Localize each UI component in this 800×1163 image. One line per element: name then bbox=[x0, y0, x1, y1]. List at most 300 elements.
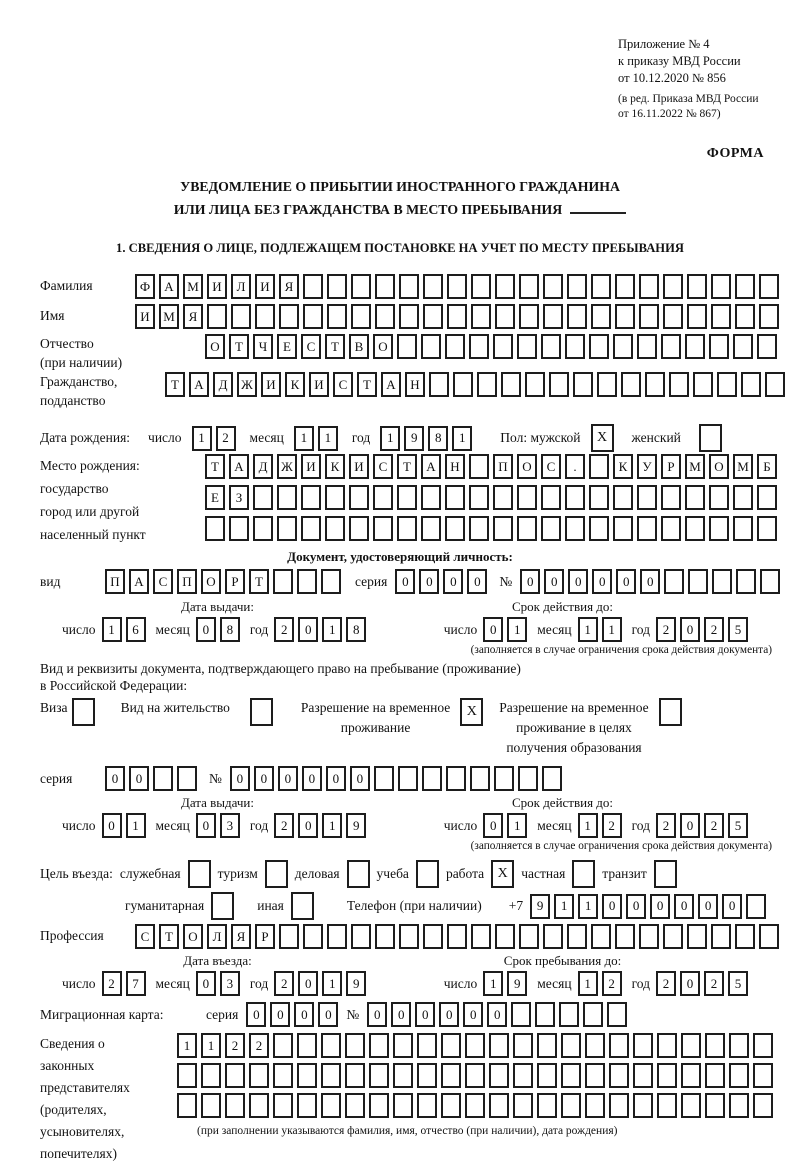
char-cell[interactable] bbox=[495, 924, 515, 949]
char-cell[interactable]: Р bbox=[255, 924, 275, 949]
char-cell[interactable] bbox=[663, 304, 683, 329]
char-cell[interactable] bbox=[729, 1093, 749, 1118]
char-cell[interactable]: 1 bbox=[322, 617, 342, 642]
char-cell[interactable]: 2 bbox=[102, 971, 122, 996]
char-cell[interactable] bbox=[589, 516, 609, 541]
char-cell[interactable] bbox=[613, 485, 633, 510]
char-cell[interactable] bbox=[325, 485, 345, 510]
purpose-study-checkbox[interactable] bbox=[416, 860, 439, 888]
char-cell[interactable] bbox=[589, 334, 609, 359]
char-cell[interactable]: 1 bbox=[578, 617, 598, 642]
char-cell[interactable]: И bbox=[301, 454, 321, 479]
char-cell[interactable] bbox=[201, 1063, 221, 1088]
char-cell[interactable] bbox=[375, 924, 395, 949]
char-cell[interactable]: 0 bbox=[391, 1002, 411, 1027]
char-cell[interactable] bbox=[327, 304, 347, 329]
char-cell[interactable]: Д bbox=[253, 454, 273, 479]
char-cell[interactable]: И bbox=[207, 274, 227, 299]
char-cell[interactable] bbox=[297, 1033, 317, 1058]
char-cell[interactable]: Н bbox=[445, 454, 465, 479]
char-cell[interactable] bbox=[518, 766, 538, 791]
char-cell[interactable] bbox=[757, 516, 777, 541]
char-cell[interactable] bbox=[661, 516, 681, 541]
char-cell[interactable] bbox=[664, 569, 684, 594]
purpose-other-checkbox[interactable] bbox=[291, 892, 314, 920]
char-cell[interactable] bbox=[441, 1033, 461, 1058]
char-cell[interactable] bbox=[373, 516, 393, 541]
char-cell[interactable] bbox=[417, 1033, 437, 1058]
char-cell[interactable] bbox=[429, 372, 449, 397]
char-cell[interactable]: 2 bbox=[249, 1033, 269, 1058]
char-cell[interactable] bbox=[561, 1033, 581, 1058]
char-cell[interactable]: 0 bbox=[680, 971, 700, 996]
char-cell[interactable]: Т bbox=[229, 334, 249, 359]
char-cell[interactable]: С bbox=[153, 569, 173, 594]
purpose-official-checkbox[interactable] bbox=[188, 860, 211, 888]
char-cell[interactable] bbox=[349, 516, 369, 541]
char-cell[interactable]: Я bbox=[183, 304, 203, 329]
char-cell[interactable] bbox=[685, 334, 705, 359]
char-cell[interactable] bbox=[513, 1093, 533, 1118]
char-cell[interactable] bbox=[423, 924, 443, 949]
char-cell[interactable] bbox=[688, 569, 708, 594]
char-cell[interactable]: 0 bbox=[105, 766, 125, 791]
char-cell[interactable] bbox=[542, 766, 562, 791]
char-cell[interactable] bbox=[517, 516, 537, 541]
char-cell[interactable] bbox=[567, 274, 587, 299]
char-cell[interactable]: Н bbox=[405, 372, 425, 397]
char-cell[interactable] bbox=[657, 1033, 677, 1058]
char-cell[interactable] bbox=[687, 924, 707, 949]
char-cell[interactable]: 1 bbox=[452, 426, 472, 451]
char-cell[interactable] bbox=[705, 1093, 725, 1118]
char-cell[interactable] bbox=[613, 516, 633, 541]
char-cell[interactable] bbox=[423, 274, 443, 299]
char-cell[interactable]: 5 bbox=[728, 617, 748, 642]
char-cell[interactable] bbox=[471, 924, 491, 949]
char-cell[interactable] bbox=[645, 372, 665, 397]
char-cell[interactable]: 1 bbox=[507, 813, 527, 838]
char-cell[interactable] bbox=[511, 1002, 531, 1027]
char-cell[interactable]: П bbox=[177, 569, 197, 594]
char-cell[interactable] bbox=[741, 372, 761, 397]
char-cell[interactable]: 0 bbox=[463, 1002, 483, 1027]
char-cell[interactable]: Т bbox=[357, 372, 377, 397]
char-cell[interactable] bbox=[561, 1063, 581, 1088]
char-cell[interactable] bbox=[765, 372, 785, 397]
char-cell[interactable] bbox=[422, 766, 442, 791]
char-cell[interactable] bbox=[615, 304, 635, 329]
char-cell[interactable]: Я bbox=[231, 924, 251, 949]
char-cell[interactable] bbox=[177, 1063, 197, 1088]
char-cell[interactable] bbox=[374, 766, 394, 791]
char-cell[interactable] bbox=[717, 372, 737, 397]
char-cell[interactable]: 9 bbox=[404, 426, 424, 451]
char-cell[interactable] bbox=[519, 304, 539, 329]
char-cell[interactable] bbox=[633, 1033, 653, 1058]
char-cell[interactable] bbox=[325, 516, 345, 541]
char-cell[interactable]: 0 bbox=[129, 766, 149, 791]
char-cell[interactable]: О bbox=[201, 569, 221, 594]
char-cell[interactable] bbox=[669, 372, 689, 397]
char-cell[interactable]: И bbox=[349, 454, 369, 479]
char-cell[interactable] bbox=[567, 304, 587, 329]
char-cell[interactable] bbox=[729, 1063, 749, 1088]
char-cell[interactable] bbox=[559, 1002, 579, 1027]
char-cell[interactable]: К bbox=[325, 454, 345, 479]
char-cell[interactable] bbox=[541, 334, 561, 359]
char-cell[interactable]: П bbox=[493, 454, 513, 479]
char-cell[interactable] bbox=[279, 304, 299, 329]
char-cell[interactable] bbox=[549, 372, 569, 397]
char-cell[interactable] bbox=[609, 1093, 629, 1118]
char-cell[interactable]: 2 bbox=[656, 971, 676, 996]
char-cell[interactable] bbox=[735, 304, 755, 329]
char-cell[interactable] bbox=[229, 516, 249, 541]
char-cell[interactable] bbox=[607, 1002, 627, 1027]
char-cell[interactable]: Ж bbox=[237, 372, 257, 397]
char-cell[interactable] bbox=[351, 274, 371, 299]
char-cell[interactable]: М bbox=[733, 454, 753, 479]
char-cell[interactable] bbox=[663, 274, 683, 299]
char-cell[interactable] bbox=[495, 304, 515, 329]
char-cell[interactable] bbox=[639, 304, 659, 329]
char-cell[interactable] bbox=[469, 516, 489, 541]
char-cell[interactable] bbox=[345, 1033, 365, 1058]
char-cell[interactable]: 0 bbox=[326, 766, 346, 791]
char-cell[interactable] bbox=[621, 372, 641, 397]
char-cell[interactable] bbox=[445, 485, 465, 510]
char-cell[interactable] bbox=[591, 304, 611, 329]
visa-checkbox[interactable] bbox=[72, 698, 95, 726]
char-cell[interactable] bbox=[255, 304, 275, 329]
char-cell[interactable] bbox=[712, 569, 732, 594]
char-cell[interactable]: 1 bbox=[578, 894, 598, 919]
char-cell[interactable]: 9 bbox=[530, 894, 550, 919]
char-cell[interactable] bbox=[613, 334, 633, 359]
char-cell[interactable]: 0 bbox=[196, 813, 216, 838]
char-cell[interactable] bbox=[760, 569, 780, 594]
char-cell[interactable]: 5 bbox=[728, 971, 748, 996]
char-cell[interactable] bbox=[637, 334, 657, 359]
char-cell[interactable]: 9 bbox=[346, 971, 366, 996]
char-cell[interactable]: 0 bbox=[367, 1002, 387, 1027]
char-cell[interactable] bbox=[757, 485, 777, 510]
char-cell[interactable] bbox=[297, 1063, 317, 1088]
char-cell[interactable]: 0 bbox=[616, 569, 636, 594]
char-cell[interactable] bbox=[273, 569, 293, 594]
char-cell[interactable]: 0 bbox=[278, 766, 298, 791]
char-cell[interactable]: 1 bbox=[177, 1033, 197, 1058]
char-cell[interactable]: 2 bbox=[704, 813, 724, 838]
char-cell[interactable] bbox=[421, 516, 441, 541]
char-cell[interactable]: 1 bbox=[318, 426, 338, 451]
char-cell[interactable] bbox=[397, 334, 417, 359]
char-cell[interactable] bbox=[321, 1093, 341, 1118]
char-cell[interactable]: С bbox=[301, 334, 321, 359]
char-cell[interactable]: Ф bbox=[135, 274, 155, 299]
temp-permit-checkbox[interactable]: X bbox=[460, 698, 483, 726]
char-cell[interactable] bbox=[685, 516, 705, 541]
char-cell[interactable] bbox=[351, 304, 371, 329]
char-cell[interactable] bbox=[421, 334, 441, 359]
char-cell[interactable]: 0 bbox=[722, 894, 742, 919]
char-cell[interactable] bbox=[519, 924, 539, 949]
char-cell[interactable]: Т bbox=[205, 454, 225, 479]
char-cell[interactable] bbox=[375, 274, 395, 299]
char-cell[interactable] bbox=[417, 1093, 437, 1118]
char-cell[interactable] bbox=[327, 274, 347, 299]
char-cell[interactable]: 2 bbox=[602, 813, 622, 838]
char-cell[interactable]: 0 bbox=[270, 1002, 290, 1027]
char-cell[interactable]: Р bbox=[661, 454, 681, 479]
char-cell[interactable] bbox=[681, 1063, 701, 1088]
char-cell[interactable]: 0 bbox=[439, 1002, 459, 1027]
char-cell[interactable] bbox=[687, 304, 707, 329]
char-cell[interactable] bbox=[663, 924, 683, 949]
char-cell[interactable] bbox=[369, 1063, 389, 1088]
char-cell[interactable] bbox=[397, 516, 417, 541]
char-cell[interactable] bbox=[543, 924, 563, 949]
char-cell[interactable] bbox=[373, 485, 393, 510]
char-cell[interactable] bbox=[321, 1063, 341, 1088]
char-cell[interactable]: Л bbox=[231, 274, 251, 299]
char-cell[interactable] bbox=[393, 1093, 413, 1118]
char-cell[interactable]: У bbox=[637, 454, 657, 479]
char-cell[interactable] bbox=[465, 1093, 485, 1118]
char-cell[interactable] bbox=[321, 569, 341, 594]
char-cell[interactable] bbox=[393, 1033, 413, 1058]
char-cell[interactable] bbox=[525, 372, 545, 397]
char-cell[interactable]: 0 bbox=[298, 971, 318, 996]
char-cell[interactable] bbox=[685, 485, 705, 510]
char-cell[interactable] bbox=[681, 1093, 701, 1118]
char-cell[interactable] bbox=[681, 1033, 701, 1058]
char-cell[interactable] bbox=[375, 304, 395, 329]
char-cell[interactable] bbox=[471, 274, 491, 299]
char-cell[interactable] bbox=[633, 1093, 653, 1118]
sex-female-checkbox[interactable] bbox=[699, 424, 722, 452]
char-cell[interactable]: 1 bbox=[192, 426, 212, 451]
char-cell[interactable]: Р bbox=[225, 569, 245, 594]
char-cell[interactable]: Б bbox=[757, 454, 777, 479]
char-cell[interactable]: 2 bbox=[704, 617, 724, 642]
char-cell[interactable] bbox=[297, 569, 317, 594]
char-cell[interactable] bbox=[465, 1063, 485, 1088]
char-cell[interactable] bbox=[615, 924, 635, 949]
char-cell[interactable]: 0 bbox=[102, 813, 122, 838]
char-cell[interactable]: . bbox=[565, 454, 585, 479]
char-cell[interactable] bbox=[615, 274, 635, 299]
char-cell[interactable]: 0 bbox=[680, 813, 700, 838]
char-cell[interactable]: 2 bbox=[602, 971, 622, 996]
char-cell[interactable]: 8 bbox=[346, 617, 366, 642]
char-cell[interactable]: 0 bbox=[626, 894, 646, 919]
char-cell[interactable] bbox=[537, 1063, 557, 1088]
char-cell[interactable]: 0 bbox=[298, 813, 318, 838]
char-cell[interactable] bbox=[589, 485, 609, 510]
char-cell[interactable]: Е bbox=[205, 485, 225, 510]
char-cell[interactable]: 0 bbox=[419, 569, 439, 594]
char-cell[interactable]: С bbox=[541, 454, 561, 479]
char-cell[interactable] bbox=[711, 924, 731, 949]
char-cell[interactable] bbox=[517, 334, 537, 359]
char-cell[interactable]: И bbox=[135, 304, 155, 329]
char-cell[interactable] bbox=[207, 304, 227, 329]
char-cell[interactable]: Т bbox=[325, 334, 345, 359]
char-cell[interactable]: 8 bbox=[428, 426, 448, 451]
char-cell[interactable] bbox=[585, 1093, 605, 1118]
char-cell[interactable] bbox=[470, 766, 490, 791]
char-cell[interactable] bbox=[301, 516, 321, 541]
char-cell[interactable]: Т bbox=[165, 372, 185, 397]
char-cell[interactable]: 1 bbox=[554, 894, 574, 919]
char-cell[interactable] bbox=[591, 274, 611, 299]
char-cell[interactable] bbox=[753, 1063, 773, 1088]
char-cell[interactable]: 0 bbox=[467, 569, 487, 594]
char-cell[interactable] bbox=[345, 1063, 365, 1088]
char-cell[interactable]: 0 bbox=[246, 1002, 266, 1027]
char-cell[interactable] bbox=[543, 274, 563, 299]
char-cell[interactable]: 0 bbox=[544, 569, 564, 594]
char-cell[interactable]: 0 bbox=[196, 971, 216, 996]
char-cell[interactable] bbox=[465, 1033, 485, 1058]
char-cell[interactable]: 0 bbox=[602, 894, 622, 919]
char-cell[interactable] bbox=[519, 274, 539, 299]
char-cell[interactable] bbox=[513, 1063, 533, 1088]
char-cell[interactable] bbox=[273, 1033, 293, 1058]
char-cell[interactable]: О bbox=[183, 924, 203, 949]
char-cell[interactable] bbox=[573, 372, 593, 397]
char-cell[interactable]: М bbox=[685, 454, 705, 479]
char-cell[interactable]: 0 bbox=[640, 569, 660, 594]
char-cell[interactable] bbox=[369, 1093, 389, 1118]
char-cell[interactable] bbox=[495, 274, 515, 299]
char-cell[interactable] bbox=[661, 485, 681, 510]
char-cell[interactable] bbox=[469, 334, 489, 359]
char-cell[interactable] bbox=[225, 1063, 245, 1088]
char-cell[interactable] bbox=[301, 485, 321, 510]
char-cell[interactable]: 0 bbox=[520, 569, 540, 594]
char-cell[interactable] bbox=[445, 334, 465, 359]
char-cell[interactable] bbox=[303, 274, 323, 299]
char-cell[interactable]: 1 bbox=[322, 813, 342, 838]
char-cell[interactable] bbox=[493, 516, 513, 541]
char-cell[interactable] bbox=[423, 304, 443, 329]
char-cell[interactable]: 2 bbox=[274, 971, 294, 996]
residence-permit-checkbox[interactable] bbox=[250, 698, 273, 726]
char-cell[interactable]: 0 bbox=[650, 894, 670, 919]
char-cell[interactable] bbox=[249, 1063, 269, 1088]
purpose-humanitarian-checkbox[interactable] bbox=[211, 892, 234, 920]
char-cell[interactable] bbox=[398, 766, 418, 791]
char-cell[interactable]: 0 bbox=[350, 766, 370, 791]
char-cell[interactable]: М bbox=[183, 274, 203, 299]
char-cell[interactable] bbox=[637, 485, 657, 510]
char-cell[interactable] bbox=[327, 924, 347, 949]
char-cell[interactable]: С bbox=[373, 454, 393, 479]
char-cell[interactable] bbox=[657, 1063, 677, 1088]
char-cell[interactable] bbox=[565, 334, 585, 359]
char-cell[interactable]: Т bbox=[397, 454, 417, 479]
char-cell[interactable] bbox=[277, 516, 297, 541]
char-cell[interactable] bbox=[639, 924, 659, 949]
char-cell[interactable]: 2 bbox=[274, 813, 294, 838]
char-cell[interactable]: П bbox=[105, 569, 125, 594]
char-cell[interactable] bbox=[757, 334, 777, 359]
char-cell[interactable]: 0 bbox=[483, 617, 503, 642]
char-cell[interactable]: А bbox=[189, 372, 209, 397]
char-cell[interactable] bbox=[441, 1093, 461, 1118]
char-cell[interactable]: Ч bbox=[253, 334, 273, 359]
char-cell[interactable] bbox=[249, 1093, 269, 1118]
char-cell[interactable]: 0 bbox=[302, 766, 322, 791]
char-cell[interactable]: Т bbox=[249, 569, 269, 594]
char-cell[interactable] bbox=[661, 334, 681, 359]
char-cell[interactable]: О bbox=[205, 334, 225, 359]
char-cell[interactable] bbox=[711, 274, 731, 299]
char-cell[interactable] bbox=[517, 485, 537, 510]
char-cell[interactable]: 0 bbox=[298, 617, 318, 642]
purpose-tourism-checkbox[interactable] bbox=[265, 860, 288, 888]
char-cell[interactable]: 1 bbox=[578, 813, 598, 838]
char-cell[interactable] bbox=[399, 274, 419, 299]
char-cell[interactable] bbox=[279, 924, 299, 949]
char-cell[interactable] bbox=[445, 516, 465, 541]
char-cell[interactable] bbox=[447, 304, 467, 329]
char-cell[interactable]: Л bbox=[207, 924, 227, 949]
char-cell[interactable]: 6 bbox=[126, 617, 146, 642]
char-cell[interactable] bbox=[297, 1093, 317, 1118]
char-cell[interactable] bbox=[705, 1063, 725, 1088]
char-cell[interactable]: 2 bbox=[216, 426, 236, 451]
char-cell[interactable]: 0 bbox=[395, 569, 415, 594]
char-cell[interactable]: 1 bbox=[201, 1033, 221, 1058]
char-cell[interactable] bbox=[493, 334, 513, 359]
char-cell[interactable]: 0 bbox=[318, 1002, 338, 1027]
char-cell[interactable]: О bbox=[517, 454, 537, 479]
purpose-work-checkbox[interactable]: X bbox=[491, 860, 514, 888]
char-cell[interactable] bbox=[735, 274, 755, 299]
char-cell[interactable]: 0 bbox=[196, 617, 216, 642]
char-cell[interactable]: А bbox=[421, 454, 441, 479]
char-cell[interactable] bbox=[633, 1063, 653, 1088]
char-cell[interactable] bbox=[501, 372, 521, 397]
char-cell[interactable]: 3 bbox=[220, 971, 240, 996]
char-cell[interactable]: 9 bbox=[346, 813, 366, 838]
char-cell[interactable]: 2 bbox=[656, 617, 676, 642]
char-cell[interactable]: О bbox=[373, 334, 393, 359]
char-cell[interactable]: Т bbox=[159, 924, 179, 949]
char-cell[interactable] bbox=[535, 1002, 555, 1027]
char-cell[interactable]: Ж bbox=[277, 454, 297, 479]
char-cell[interactable] bbox=[541, 485, 561, 510]
char-cell[interactable] bbox=[709, 485, 729, 510]
char-cell[interactable]: К bbox=[285, 372, 305, 397]
char-cell[interactable] bbox=[733, 516, 753, 541]
char-cell[interactable] bbox=[469, 485, 489, 510]
char-cell[interactable] bbox=[177, 766, 197, 791]
char-cell[interactable] bbox=[493, 485, 513, 510]
char-cell[interactable] bbox=[709, 516, 729, 541]
char-cell[interactable] bbox=[205, 516, 225, 541]
char-cell[interactable]: А bbox=[381, 372, 401, 397]
char-cell[interactable] bbox=[609, 1033, 629, 1058]
purpose-transit-checkbox[interactable] bbox=[654, 860, 677, 888]
char-cell[interactable] bbox=[489, 1033, 509, 1058]
char-cell[interactable]: 1 bbox=[322, 971, 342, 996]
char-cell[interactable] bbox=[399, 924, 419, 949]
